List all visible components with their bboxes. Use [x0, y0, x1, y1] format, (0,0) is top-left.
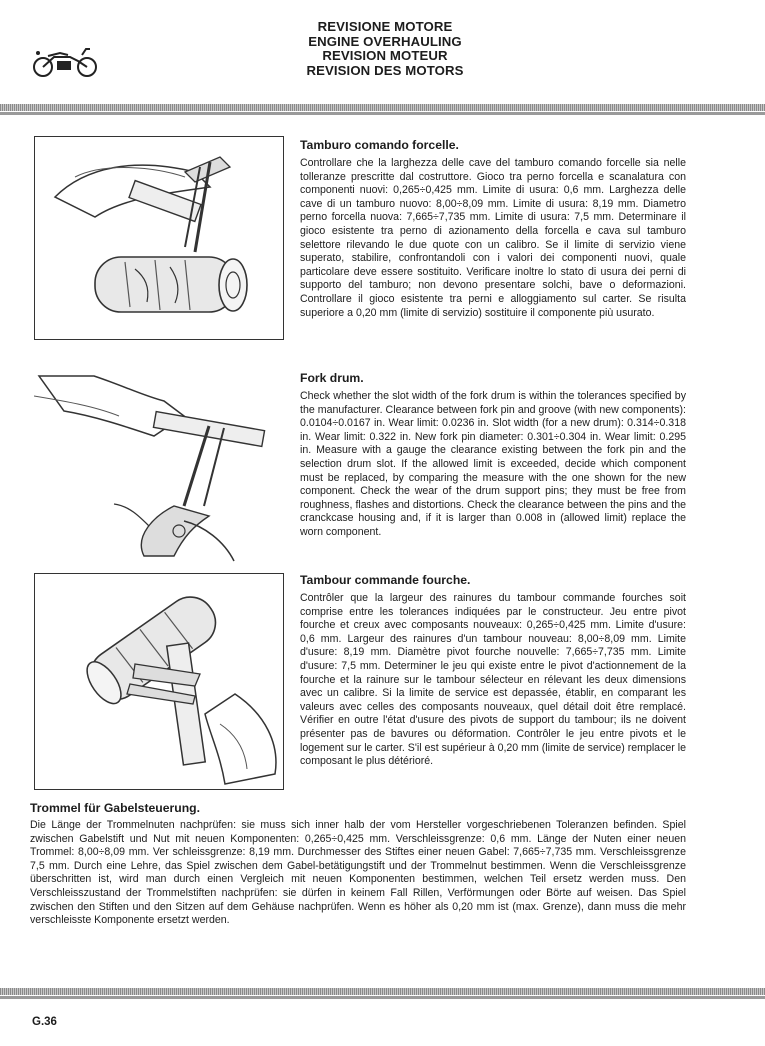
figure-fork-pin-measurement [34, 366, 282, 566]
header-title-en: ENGINE OVERHAULING [308, 33, 462, 49]
section-title-fr: Tambour commande fourche. [300, 573, 471, 587]
header-title-de: REVISION DES MOTORS [306, 62, 464, 78]
header-divider [0, 104, 765, 111]
figure-drum-caliper [34, 573, 284, 790]
section-body-fr: Contrôler que la largeur des rainures du tambour commande fourches soit comprise entre les tolerances indiquées par le constructeur. Jeu entre pivot fourche et creux avec composants nouveaux: 0,265÷0,425 mm. Limite d'usure: 0,6 mm. Largeur des rainures d'un tambour nouveau: 8,00÷8,09 mm. Limite d'usure: 8,19 mm. Diamètre pivot fourche nouvelle: 7,665÷7,735 mm. Limite d'usure: 7,5 mm. Determiner le jeu qui existe entre le pivot d'actionnement de la fourche et la rainure sur le tambour sélecteur en rélevant les deux dimensions avec un calibre. Si la limite de service est depassée, établir, en comparant les valeurs avec celles des composants nouveaux, quel détail doit être remplacé. Vérifier en outre l'état d'usure des pivots de support du tambour; ils ne doivent présenter pas de bavures ou déformation. Contrôler le jeu entre pivots et le logement sur le carter. S'il est supérieur à 0,20 mm (limite de service) remplacer le composant le plus détérioré. [300, 592, 686, 768]
section-body-en: Check whether the slot width of the fork drum is within the tolerances specified by the manufacturer. Clearance between fork pin and groove (with new components): 0.0104÷0.0167 in. Wear limit: 0.0236 in. Slot width (for a new drum): 0.314÷0.318 in. Wear limit: 0.322 in. New fork pin diameter: 0.301÷0.304 in. Wear limit: 0.295 in. Measure with a gauge the clearance existing between the fork pin and the selection drum slot. If the allowed limit is exceeded, decide which component must be replaced, by comparing the measure with the one shown for the new component. Check the wear of the drum support pins; they must be free from roughness, flashes and distortions. Check the clearance between the pins and the cranckcase housing and, if it is larger than 0.008 in (allowed limit) replace the worn component. [300, 390, 686, 538]
footer-divider [0, 988, 765, 995]
section-german [30, 801, 686, 928]
motorcycle-icon [30, 45, 100, 81]
section-title-it: Tamburo comando forcelle. [300, 138, 459, 152]
page-number: G.36 [32, 1016, 57, 1028]
header-divider-thin [0, 112, 765, 115]
header-titles [250, 20, 520, 78]
section-title-de: Trommel für Gabelsteuerung. [30, 801, 200, 815]
header-title-it: REVISIONE MOTORE [317, 19, 453, 34]
section-body-it: Controllare che la larghezza delle cave del tamburo comando forcelle sia nelle tolleranze prescritte dal costruttore. Gioco tra perno forcella e scanalatura con componenti nuovi: 0,265÷0,425 mm. Limite di usura: 0,6 mm. Larghezza delle cave di un tamburo nuovo: 8,00÷8,09 mm. Limite di usura: 8,19 mm. Diametro perno forcella nuova: 7,665÷7,735 mm. Limite di usura: 7,5 mm. Determinare il gioco esistente tra perno di azionamento della forcella e cava sul tamburo selettore rilevando le due quote con un calibro. Se il limite di servizio viene superato, stabilire, confrontandoli con i valori dei componenti nuovi, quale particolare deve essere sostituito. Verificare inoltre lo stato di usura dei perni di supporto del tamburo; non devono presentare solchi, bave o deformazioni. Controllare il gioco esistente tra perni e alloggiamento sul carter. Se risulta superiore a 0,20 mm (limite di servizio) sostituire il componente più usurato. [300, 157, 686, 319]
section-body-de: Die Länge der Trommelnuten nachprüfen: sie muss sich inner halb der vom Hersteller vorgeschriebenen Toleranzen befinden. Spiel zwischen Gabelstift und Nut mit neuen Komponenten: 0,265÷0,425 mm. Verschleissgrenze: 0,6 mm. Länge der Nuten einer neuen Trommel: 8,00÷8,09 mm. Ver schleissgrenze: 8,19 mm. Durchmesser des Stiftes einer neuen Gabel: 7,665÷7,735 mm. Verschleissgrenze 7,5 mm. Durch eine Lehre, das Spiel zwischen dem Gabel-betätigungstift und der Trommelnut bestimmen. Wenn die Verschleissgrenze überschritten ist, wird man durch einen Vergleich mit neuen Komponenten bestimmen, welchen Teil ersetz werden muss. Den Verschleisszustand der Trommelstiften nachprüfen: sie dürfen in keinem Fall Rillen, Verförmungen oder Börte auf weisen. Das Spiel zwischen den Stiften und den Sitzen auf dem Gehäuse nachprüfen. Wenn es höher als 0,20 mm ist (max. Grenze), dann muss die mehr verschleisste Komponente ersetzt werden. [30, 819, 686, 927]
figure-drum-slot-measurement [34, 136, 284, 340]
section-french [300, 573, 686, 769]
section-title-en: Fork drum. [300, 371, 364, 385]
footer-divider-thin [0, 996, 765, 999]
section-italian [300, 138, 686, 320]
header-title-fr: REVISION MOTEUR [322, 48, 448, 63]
section-english [300, 371, 686, 540]
